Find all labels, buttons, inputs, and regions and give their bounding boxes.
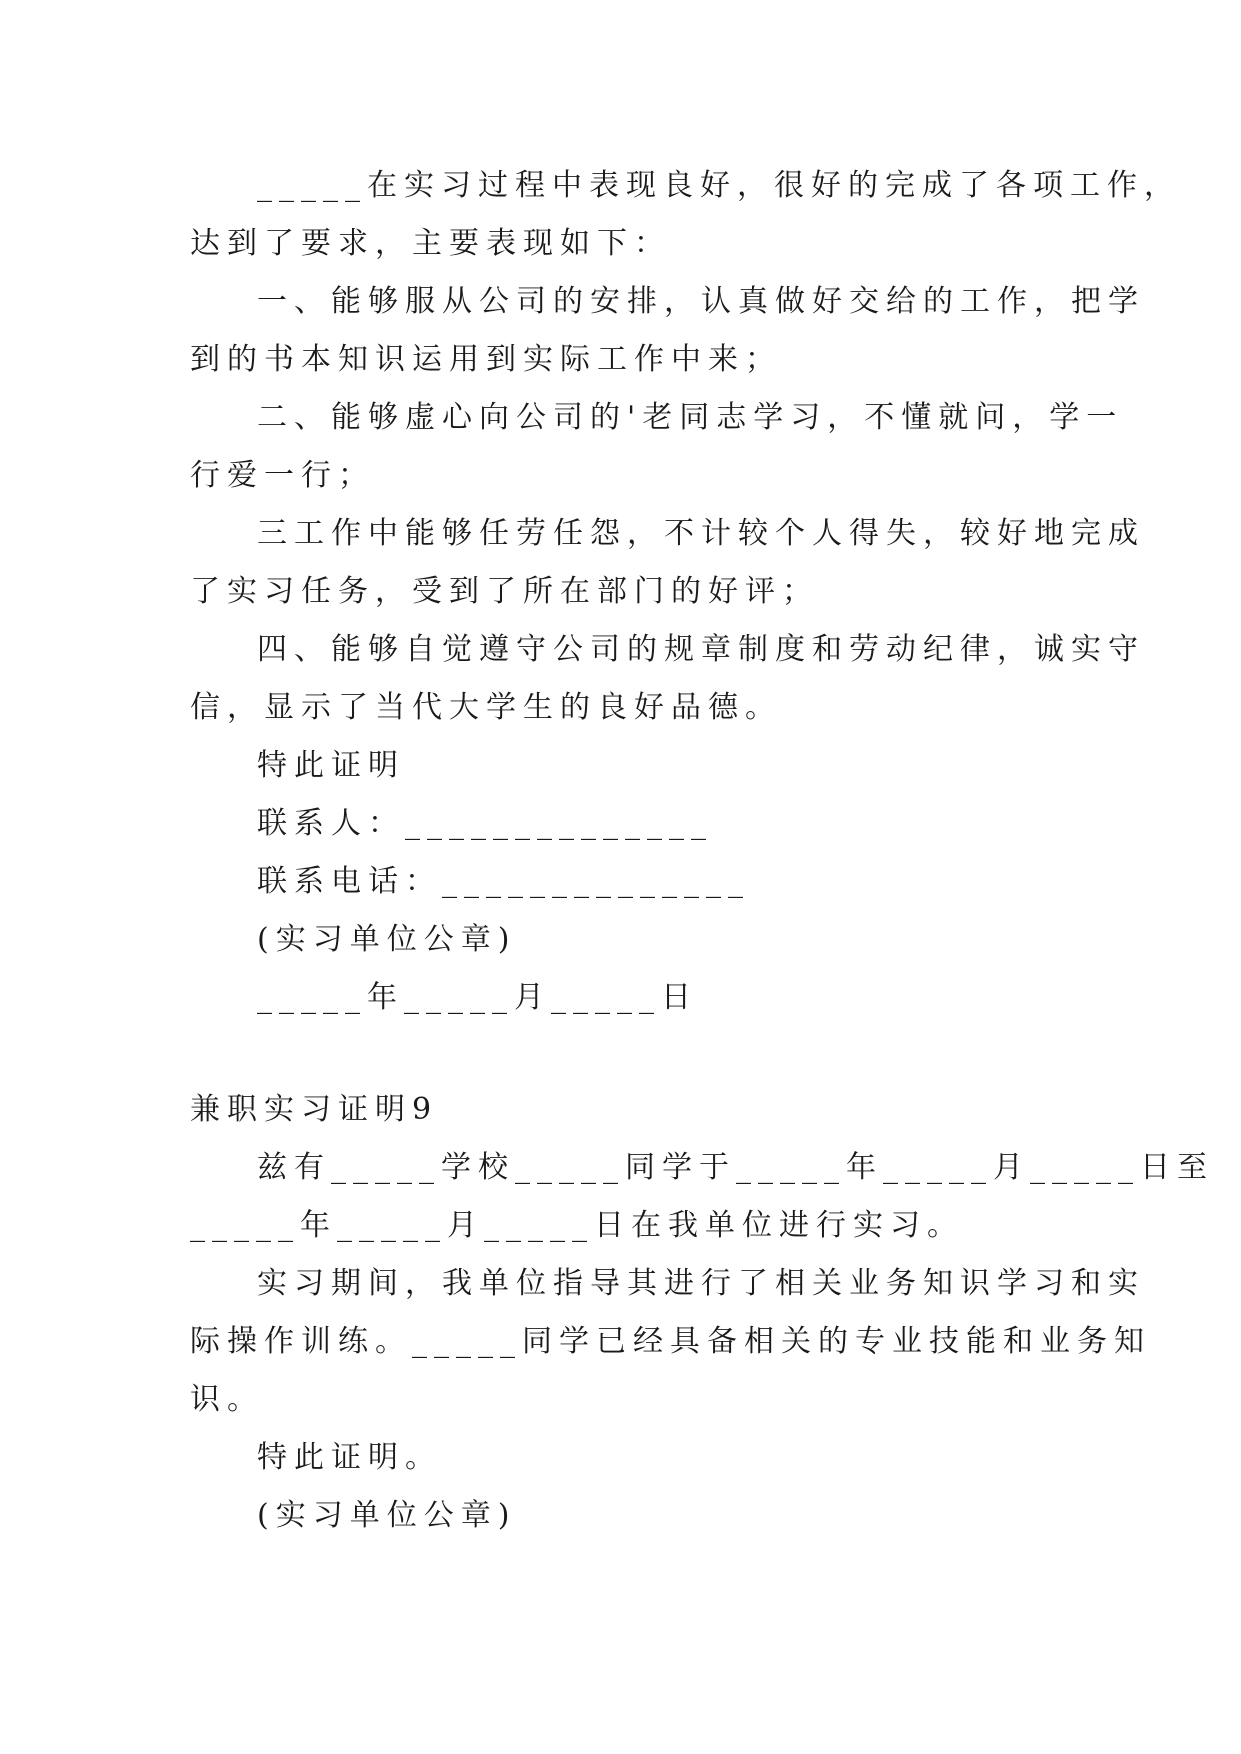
- company-seal-label: (实习单位公章): [257, 922, 517, 957]
- company-seal-label: (实习单位公章): [257, 1498, 517, 1533]
- paragraph-line: 识。: [190, 1382, 264, 1417]
- contact-person-field: 联系人：______________: [257, 806, 713, 841]
- paragraph-line: 一、能够服从公司的安排，认真做好交给的工作，把学: [257, 284, 1145, 319]
- paragraph-line: 到的书本知识运用到实际工作中来；: [190, 342, 782, 377]
- paragraph-line: 信，显示了当代大学生的良好品德。: [190, 690, 782, 725]
- contact-phone-field: 联系电话：______________: [257, 864, 750, 899]
- certify-text: 特此证明: [257, 748, 405, 783]
- paragraph-line: _____在实习过程中表现良好，很好的完成了各项工作，: [257, 168, 1181, 203]
- paragraph-line: 行爱一行；: [190, 458, 375, 493]
- paragraph-line: 三工作中能够任劳任怨，不计较个人得失，较好地完成: [257, 516, 1145, 551]
- paragraph-line: 实习期间，我单位指导其进行了相关业务知识学习和实: [257, 1266, 1145, 1301]
- paragraph-line: 二、能够虚心向公司的'老同志学习，不懂就问，学一: [257, 400, 1124, 435]
- date-field: _____年_____月_____日: [257, 980, 698, 1015]
- certify-text: 特此证明。: [257, 1440, 442, 1475]
- paragraph-line: 际操作训练。_____同学已经具备相关的专业技能和业务知: [190, 1324, 1151, 1359]
- paragraph-line: 兹有_____学校_____同学于_____年_____月_____日至: [257, 1150, 1214, 1185]
- paragraph-line: 达到了要求，主要表现如下：: [190, 226, 671, 261]
- section-title: 兼职实习证明9: [190, 1092, 439, 1127]
- paragraph-line: 四、能够自觉遵守公司的规章制度和劳动纪律，诚实守: [257, 632, 1145, 667]
- paragraph-line: _____年_____月_____日在我单位进行实习。: [190, 1208, 964, 1243]
- paragraph-line: 了实习任务，受到了所在部门的好评；: [190, 574, 819, 609]
